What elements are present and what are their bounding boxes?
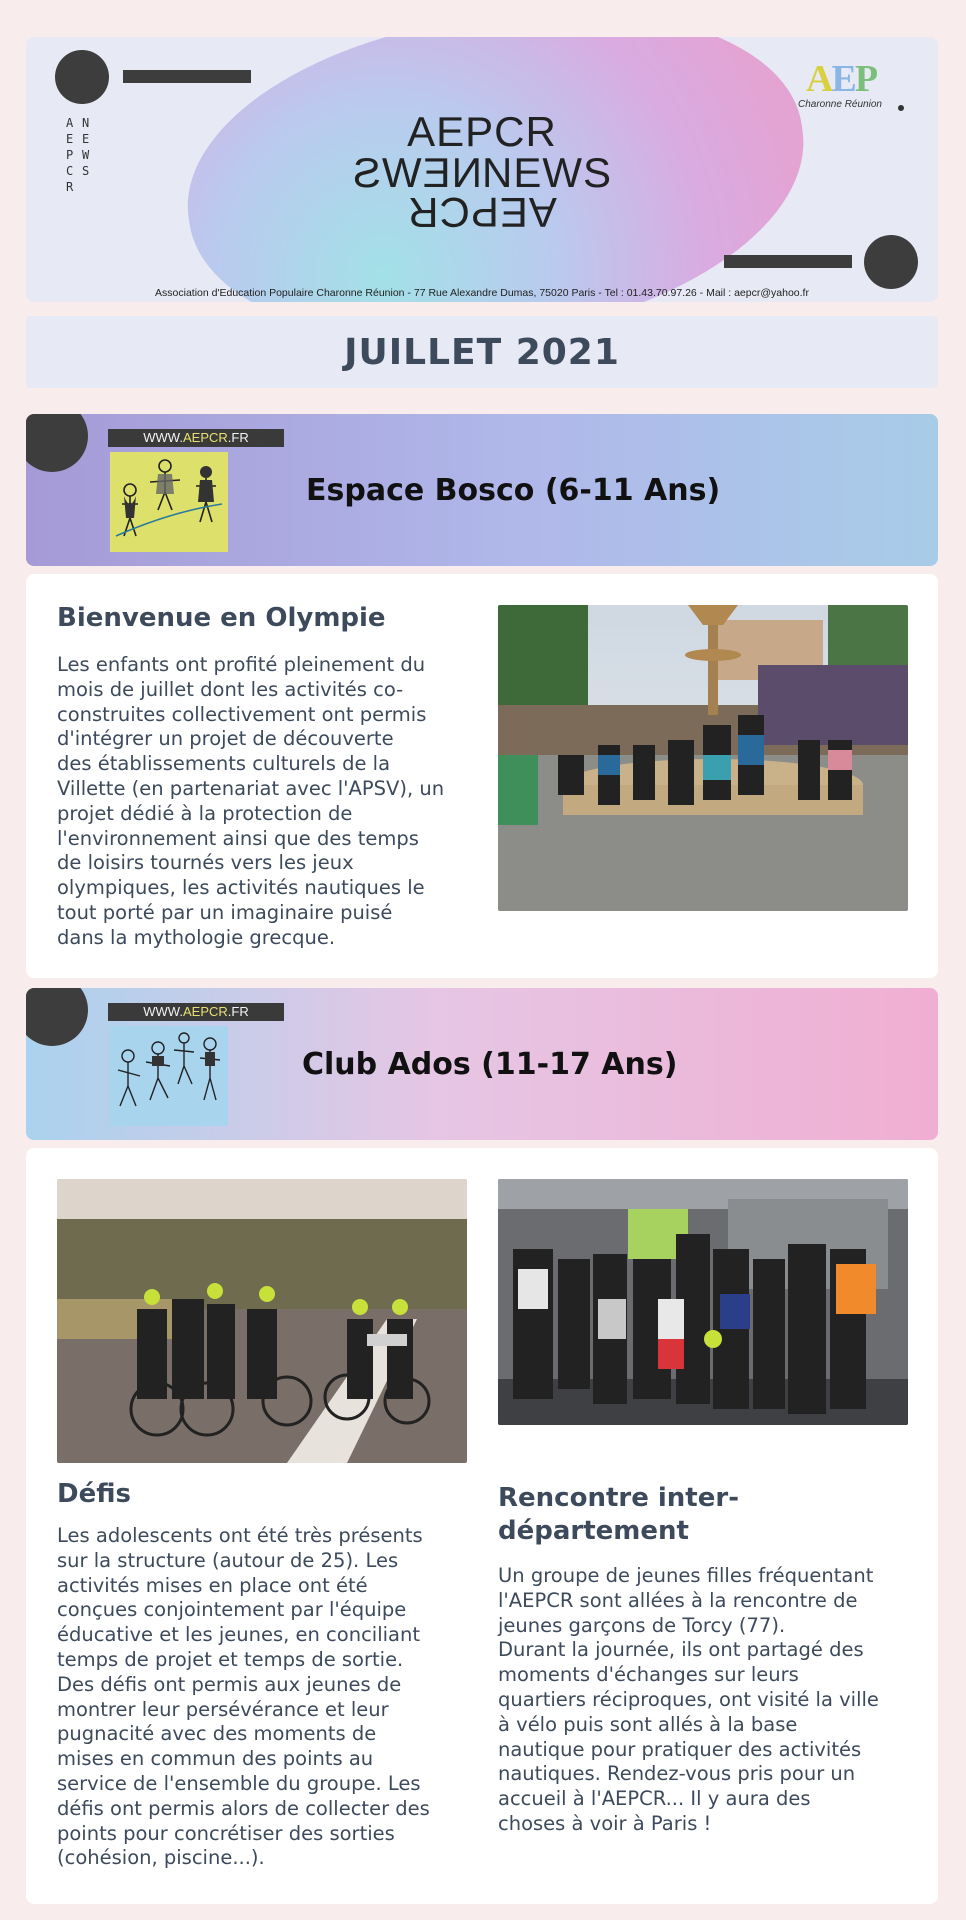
- children-drawing-image: [110, 452, 228, 552]
- decor-bar: [724, 255, 852, 268]
- aep-logo: AEP Charonne Réunion: [794, 57, 904, 117]
- section-banner-ados: [26, 988, 938, 1140]
- month-bar: [26, 316, 938, 388]
- article-card-olympie: [26, 574, 938, 978]
- title-aepcr: AEPCR: [407, 108, 557, 155]
- article-card-ados: [26, 1148, 938, 1904]
- decor-circle: [26, 988, 88, 1046]
- vertical-text-news: NEWS: [82, 116, 90, 178]
- article-title: Bienvenue en Olympie: [57, 603, 386, 633]
- photo-children-fountain: [498, 605, 908, 911]
- title-aepcr-inverted: AEPCR: [407, 189, 557, 236]
- article-body: Un groupe de jeunes filles fréquentant l'AEPCR sont allées à la rencontre de jeunes garçons de Torcy (77). Durant la journée, ils ont partagé des moments d'échanges sur leurs quartiers réciproques, ont visité la ville à vélo puis sont allés à la base nautique pour pratiquer des activités nautiques. Rendez-vous pris pour un accueil à l'AEPCR... Il y aura des choses à voir à Paris !: [498, 1564, 879, 1835]
- article-body: Les enfants ont profité pleinement du mois de juillet dont les activités co- construites collectivement ont permis d'intégrer un projet de découverte des établissements culturels de la Villette (en partenariat avec l'APSV), un projet dédié à la protection de l'environnement ainsi que des temps de loisirs tournés vers les jeux olympiques, les activités nautiques le tout porté par un imaginaire puisé dans la mythologie grecque.: [57, 653, 445, 949]
- decor-circle: [864, 235, 918, 289]
- decor-bar: [123, 70, 251, 83]
- website-url[interactable]: WWW.AEPCR.FR: [108, 1003, 284, 1021]
- section-title-bosco: Espace Bosco (6-11 Ans): [306, 472, 721, 508]
- logo-subtitle: Charonne Réunion: [798, 99, 882, 110]
- newsletter-logo-title: [26, 108, 938, 236]
- website-url[interactable]: WWW.AEPCR.FR: [108, 429, 284, 447]
- teens-drawing-image: [110, 1026, 228, 1126]
- section-title-ados: Club Ados (11-17 Ans): [302, 1046, 678, 1082]
- section-banner-bosco: [26, 414, 938, 566]
- article-title: Rencontre inter- département: [498, 1483, 739, 1546]
- decor-circle: [55, 50, 109, 104]
- newsletter-header: [26, 37, 938, 302]
- article-body: Les adolescents ont été très présents sur la structure (autour de 25). Les activités mises en place ont été conçues conjointement par l'équipe éducative et les jeunes, en conciliant temps de projet et temps de sortie. Des défis ont permis aux jeunes de montrer leur persévérance et leur pugnacité avec des moments de mises en commun des points au service de l'ensemble du groupe. Les défis ont permis alors de collecter des points pour concrétiser des sorties (cohésion, piscine...).: [57, 1524, 430, 1870]
- month-title: JUILLET 2021: [344, 331, 620, 373]
- article-title: Défis: [57, 1479, 131, 1509]
- vertical-text-aepcr: AEPCR: [66, 116, 74, 194]
- association-address: Association d'Education Populaire Charonne Réunion - 77 Rue Alexandre Dumas, 75020 Paris - Tel : 01.43.70.97.26 - Mail : aepcr@yahoo.fr: [155, 287, 809, 299]
- photo-teens-bikes: [57, 1179, 467, 1463]
- photo-group-rencontre: [498, 1179, 908, 1425]
- decor-circle: [26, 414, 88, 472]
- title-news: NEWSNEWS: [352, 149, 612, 196]
